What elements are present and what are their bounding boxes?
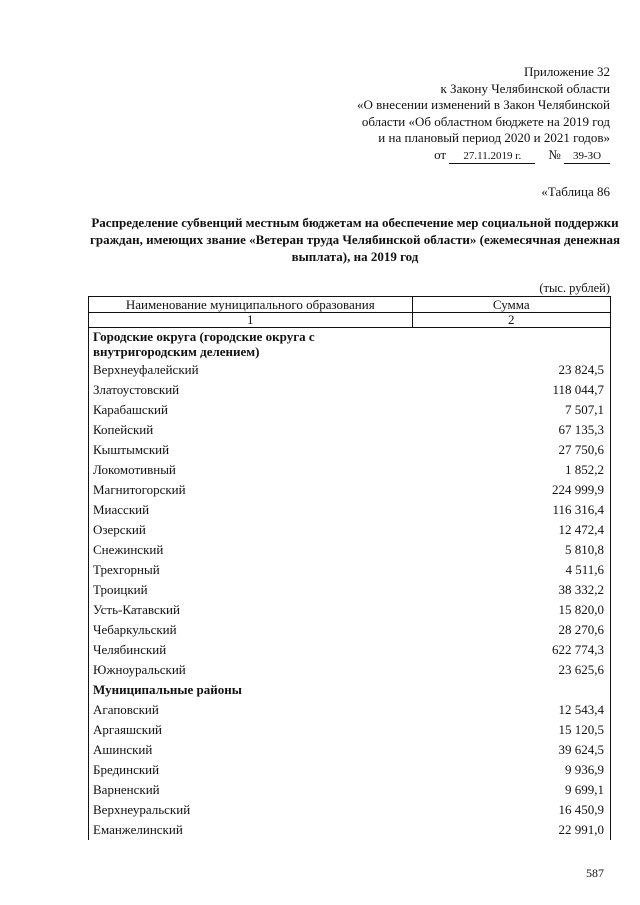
table-header-row bbox=[89, 297, 611, 313]
subsidy-amount: 23 824,5 bbox=[412, 360, 611, 380]
section-title: Городские округа (городские округа с внутригородским делением) bbox=[89, 328, 413, 361]
number-label: № bbox=[548, 146, 561, 162]
appendix-line: Приложение 32 bbox=[523, 64, 610, 79]
municipality-name: Верхнеуральский bbox=[89, 800, 413, 820]
municipality-name: Южноуральский bbox=[89, 660, 413, 680]
table-row bbox=[89, 580, 611, 600]
subsidy-amount: 67 135,3 bbox=[412, 420, 611, 440]
subsidy-amount: 15 820,0 bbox=[412, 600, 611, 620]
subsidy-amount: 1 852,2 bbox=[412, 460, 611, 480]
municipality-name: Аргаяшский bbox=[89, 720, 413, 740]
municipality-name: Трехгорный bbox=[89, 560, 413, 580]
section-title: Муниципальные районы bbox=[89, 680, 413, 700]
unit-label: (тыс. рублей) bbox=[539, 281, 610, 295]
table-row bbox=[89, 400, 611, 420]
subsidy-amount: 7 507,1 bbox=[412, 400, 611, 420]
table-row bbox=[89, 380, 611, 400]
table-row bbox=[89, 440, 611, 460]
table-row bbox=[89, 800, 611, 820]
appendix-line: и на плановый период 2020 и 2021 годов» bbox=[378, 130, 610, 145]
municipality-name: Варненский bbox=[89, 780, 413, 800]
table-row bbox=[89, 660, 611, 680]
municipality-name: Ашинский bbox=[89, 740, 413, 760]
table-row bbox=[89, 600, 611, 620]
table-reference: «Таблица 86 bbox=[541, 184, 610, 199]
municipality-name: Магнитогорский bbox=[89, 480, 413, 500]
subsidy-amount: 4 511,6 bbox=[412, 560, 611, 580]
municipality-name: Агаповский bbox=[89, 700, 413, 720]
table-row bbox=[89, 760, 611, 780]
table-row bbox=[89, 740, 611, 760]
subsidy-amount: 23 625,6 bbox=[412, 660, 611, 680]
subsidy-amount: 16 450,9 bbox=[412, 800, 611, 820]
subsidy-amount: 38 332,2 bbox=[412, 580, 611, 600]
subsidy-amount: 15 120,5 bbox=[412, 720, 611, 740]
table-row bbox=[89, 540, 611, 560]
table-row bbox=[89, 520, 611, 540]
subsidy-amount: 27 750,6 bbox=[412, 440, 611, 460]
municipality-name: Карабашский bbox=[89, 400, 413, 420]
page-number: 587 bbox=[586, 866, 604, 880]
table-row bbox=[89, 640, 611, 660]
appendix-header bbox=[290, 64, 610, 164]
municipality-name: Снежинский bbox=[89, 540, 413, 560]
table-row bbox=[89, 620, 611, 640]
subsidy-amount: 12 472,4 bbox=[412, 520, 611, 540]
subsidy-amount: 622 774,3 bbox=[412, 640, 611, 660]
municipality-name: Брединский bbox=[89, 760, 413, 780]
table-row bbox=[89, 720, 611, 740]
law-number: 39-ЗО bbox=[564, 150, 610, 164]
municipality-name: Златоустовский bbox=[89, 380, 413, 400]
subsidy-amount: 22 991,0 bbox=[412, 820, 611, 840]
appendix-line: «О внесении изменений в Закон Челябинской bbox=[356, 97, 610, 112]
table-row bbox=[89, 460, 611, 480]
section-sum bbox=[412, 328, 611, 361]
subsidy-table bbox=[88, 296, 611, 840]
municipality-name: Чебаркульский bbox=[89, 620, 413, 640]
law-date: 27.11.2019 г. bbox=[449, 150, 535, 164]
municipality-name: Троицкий bbox=[89, 580, 413, 600]
municipality-name: Миасский bbox=[89, 500, 413, 520]
subsidy-amount: 9 936,9 bbox=[412, 760, 611, 780]
table-row bbox=[89, 700, 611, 720]
subsidy-amount: 9 699,1 bbox=[412, 780, 611, 800]
law-signature-line bbox=[290, 147, 610, 164]
subsidy-amount: 118 044,7 bbox=[412, 380, 611, 400]
table-row bbox=[89, 780, 611, 800]
header-sum: Сумма bbox=[412, 297, 611, 313]
municipality-name: Еманжелинский bbox=[89, 820, 413, 840]
section-row bbox=[89, 680, 611, 700]
subsidy-amount: 5 810,8 bbox=[412, 540, 611, 560]
subsidy-amount: 12 543,4 bbox=[412, 700, 611, 720]
column-number-row bbox=[89, 313, 611, 328]
appendix-line: к Закону Челябинской области bbox=[440, 80, 610, 96]
subsidy-amount: 116 316,4 bbox=[412, 500, 611, 520]
municipality-name: Челябинский bbox=[89, 640, 413, 660]
column-number: 2 bbox=[412, 313, 611, 328]
table-row bbox=[89, 560, 611, 580]
section-sum bbox=[412, 680, 611, 700]
subsidy-amount: 224 999,9 bbox=[412, 480, 611, 500]
column-number: 1 bbox=[89, 313, 413, 328]
page-title: Распределение субвенций местным бюджетам на обеспечение мер социальной поддержки граждан, имеющих звание «Ветеран труда Челябинской области» (ежемесячная денежная выплата), на 2019 год bbox=[90, 215, 620, 264]
appendix-line: области «Об областном бюджете на 2019 год bbox=[361, 113, 610, 129]
from-label: от bbox=[434, 146, 447, 162]
municipality-name: Усть-Катавский bbox=[89, 600, 413, 620]
municipality-name: Локомотивный bbox=[89, 460, 413, 480]
table-row bbox=[89, 360, 611, 380]
table-row bbox=[89, 500, 611, 520]
header-name: Наименование муниципального образования bbox=[89, 297, 413, 313]
municipality-name: Кыштымский bbox=[89, 440, 413, 460]
municipality-name: Копейский bbox=[89, 420, 413, 440]
subsidy-amount: 39 624,5 bbox=[412, 740, 611, 760]
municipality-name: Верхнеуфалейский bbox=[89, 360, 413, 380]
table-row bbox=[89, 420, 611, 440]
section-row bbox=[89, 328, 611, 361]
subsidy-amount: 28 270,6 bbox=[412, 620, 611, 640]
municipality-name: Озерский bbox=[89, 520, 413, 540]
table-row bbox=[89, 480, 611, 500]
table-row bbox=[89, 820, 611, 840]
